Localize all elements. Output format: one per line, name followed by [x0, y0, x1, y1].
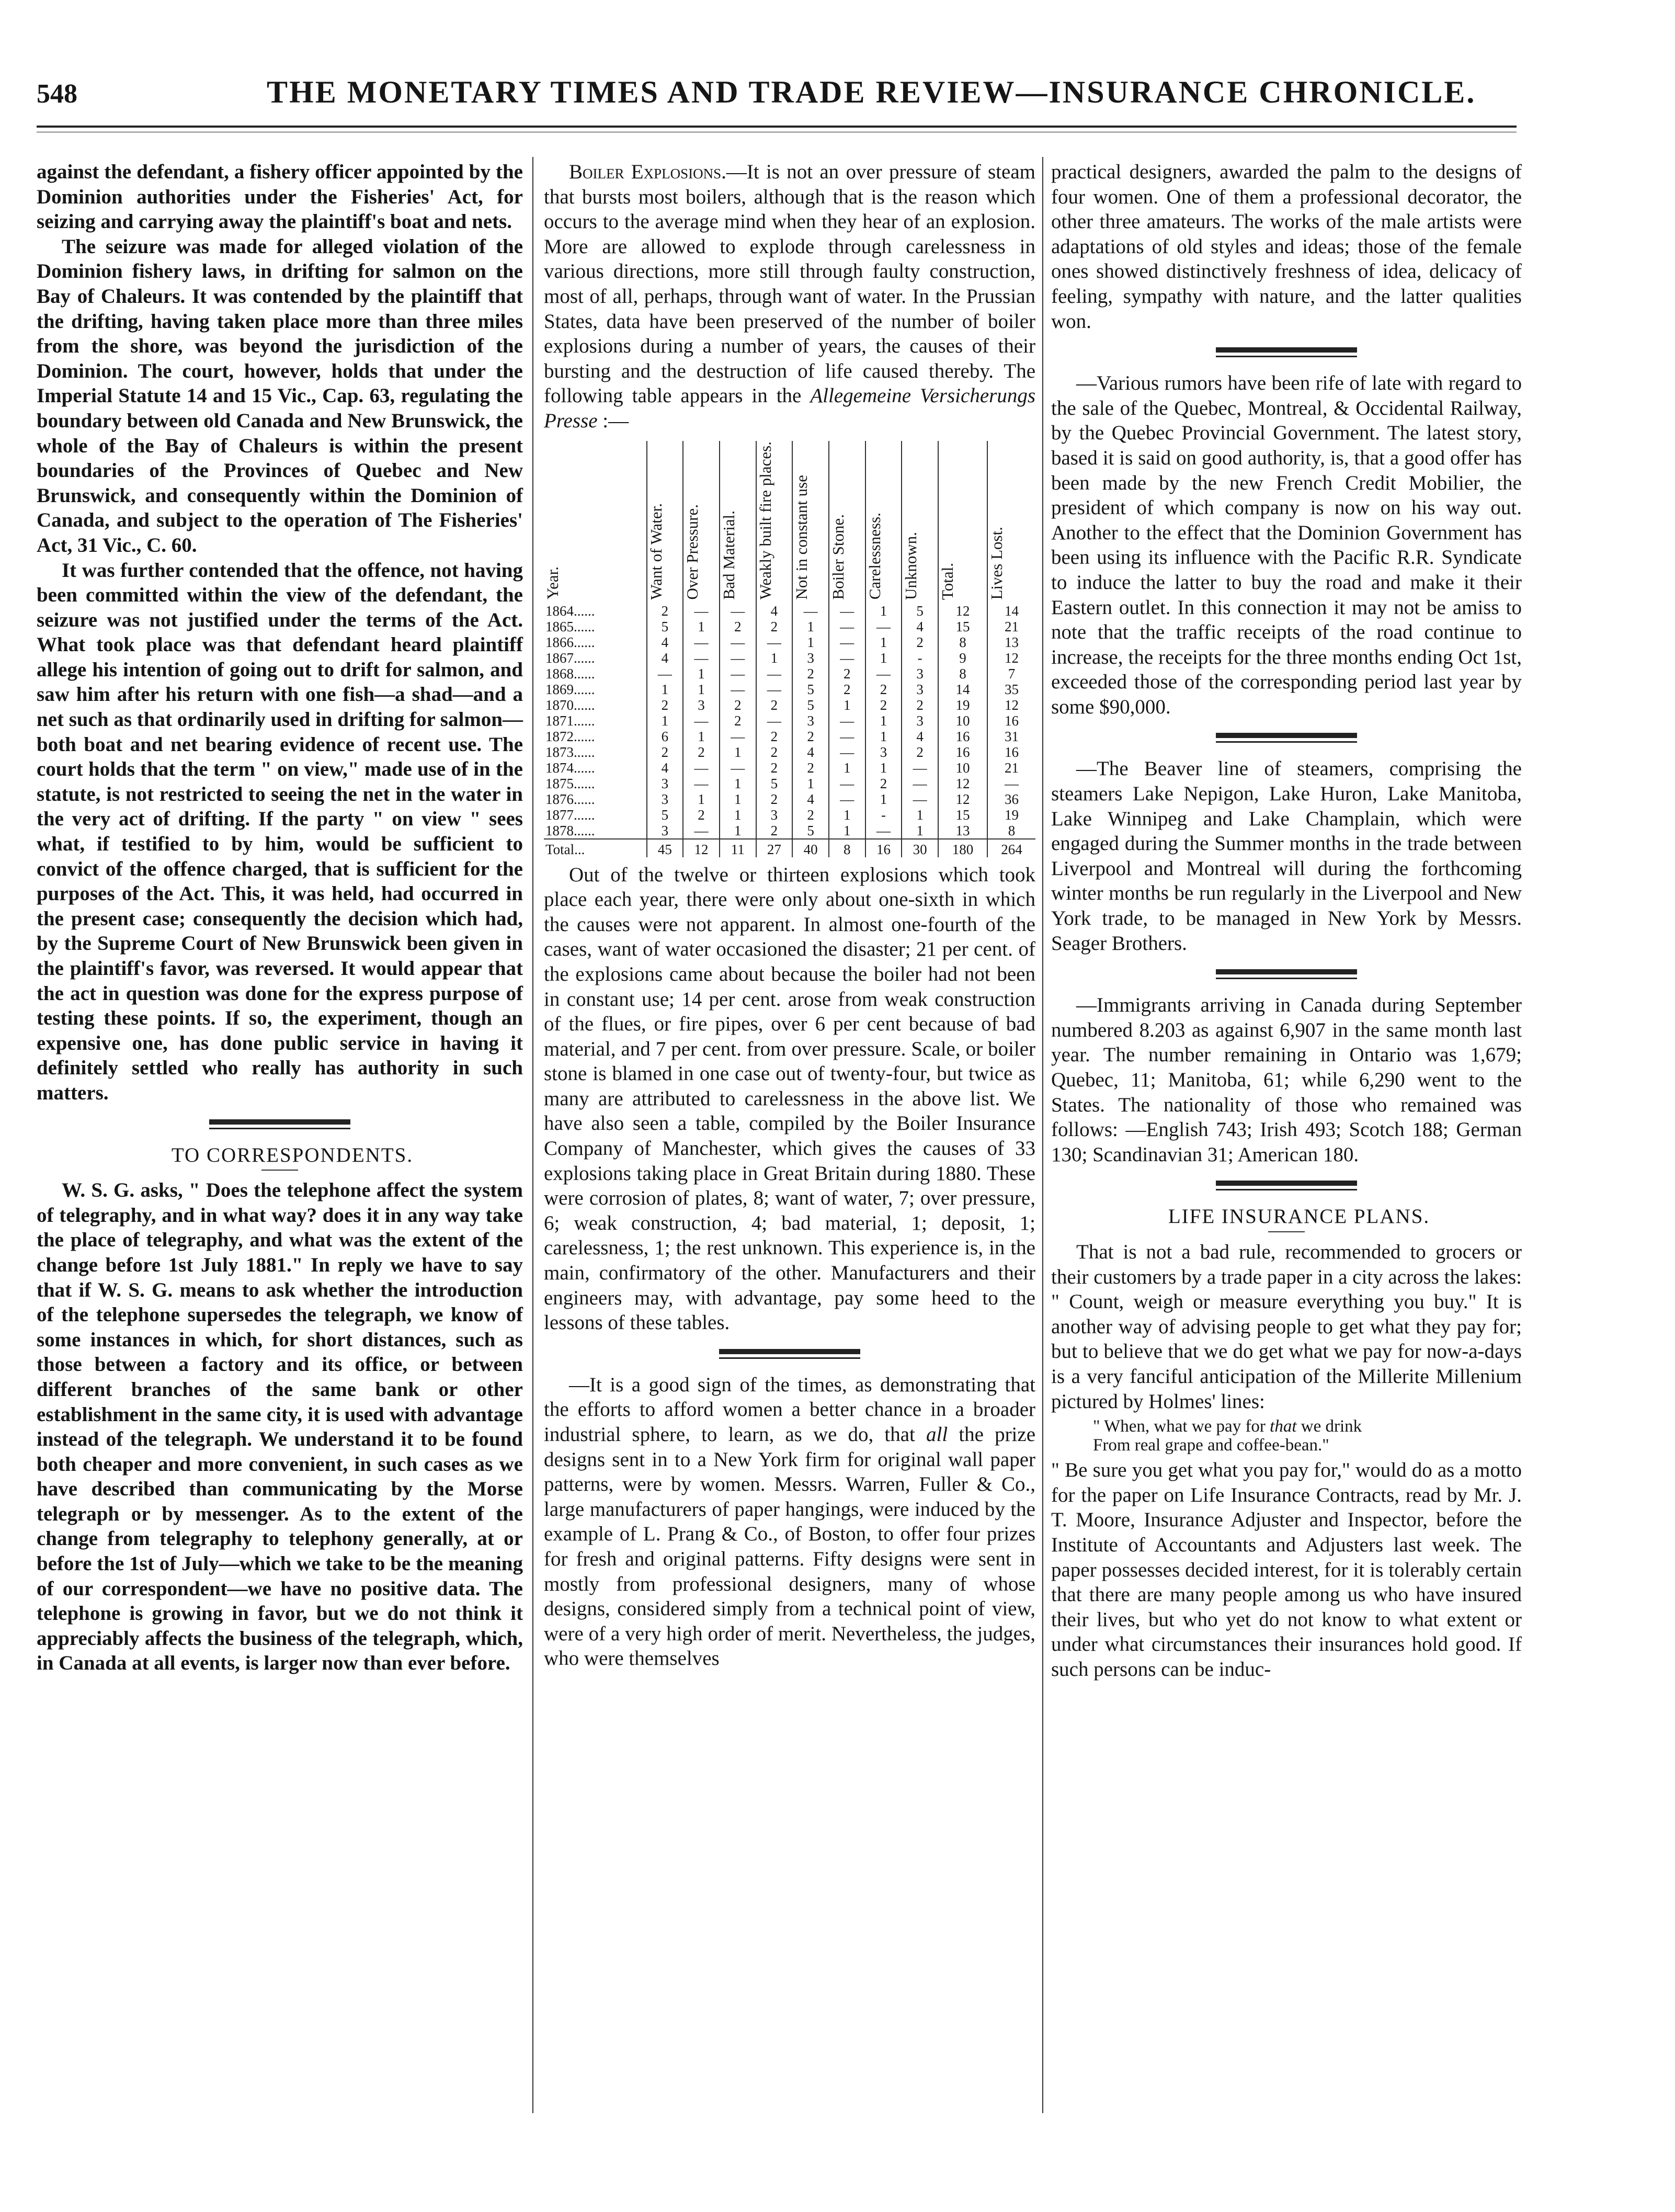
article-text: the prize designs sent in to a New York firm for original wall paper patterns, were by women. Messrs. Warren, Fuller & Co., large manufacturers of paper hangings, were induced by the example of L. Prang & Co., of Boston, to offer four prizes for fresh and original patterns. Fifty designs were sent in mostly from professional designers, many of whose designs, considered simply from a technical point of view, were of a very high order of merit. Nevertheless, the judges, who were themselves [544, 1423, 1036, 1670]
column-header-label: Lives Lost. [987, 527, 1006, 600]
table-row [544, 682, 1035, 697]
article-text: —It is a good sign of the times, as demonstrating that the efforts to afford women a better chance in a broader industrial sphere, to learn, as we do, that [544, 1373, 1035, 1446]
table-cell: 1 [865, 650, 902, 666]
table-row [544, 634, 1035, 650]
table-cell: 2 [720, 619, 756, 634]
quote-text: we drink [1301, 1417, 1362, 1436]
table-cell: 2 [829, 682, 865, 697]
table-cell: 2 [683, 807, 720, 823]
table-cell: 1 [792, 776, 829, 791]
table-cell: 12 [938, 791, 987, 807]
table-cell: — [1004, 775, 1019, 791]
column-2 [544, 160, 1035, 1671]
article-paragraph: practical designers, awarded the palm to the designs of four women. One of them a professional decorator, the other three amateurs. The works of the male artists were adaptations of old styles and ideas; those of the female ones showed distinctively freshness of idea, delicacy of feeling, sympathy with nature, and the latter qualities won. [1051, 161, 1522, 333]
table-header-row [544, 441, 1035, 603]
table-cell: — [829, 729, 865, 744]
table-cell: 1871...... [544, 713, 647, 729]
column-header-label: Total. [938, 562, 957, 600]
table-cell: 8 [938, 666, 987, 682]
table-cell: 9 [938, 650, 987, 666]
table-cell: — [829, 650, 865, 666]
table-cell: — [720, 729, 756, 744]
table-cell: 3 [902, 666, 938, 682]
page-number: 548 [37, 79, 77, 109]
column-header-label: Unknown. [902, 531, 920, 600]
table-cell: — [756, 634, 793, 650]
table-cell: 1864...... [544, 603, 647, 619]
table-cell: 12 [938, 603, 987, 619]
table-cell: 1 [683, 666, 720, 682]
table-cell: 1876...... [544, 791, 647, 807]
table-cell: 12 [938, 776, 987, 791]
table-column-header [902, 441, 938, 603]
table-cell: 4 [647, 634, 683, 650]
article-text: —It is not an over pressure of steam that bursts most boilers, although that is the reason which occurs to the average mind when they hear of an explosion. More are allowed to explode through carelessness in various directions, more still through faulty construction, most of all, perhaps, through want of water. In the Prussian States, data have been preserved of the number of boiler explosions during a number of years, the causes of their bursting and the destruction of life caused thereby. The following table appears in the [544, 161, 1035, 407]
column-1 [37, 160, 523, 1676]
table-cell: 1872...... [544, 729, 647, 744]
table-cell: — [902, 776, 938, 791]
table-cell: — [829, 744, 865, 760]
table-cell: — [720, 666, 756, 682]
table-cell: 1 [902, 807, 938, 823]
table-cell: 1 [902, 823, 938, 839]
table-row [544, 791, 1035, 807]
article-paragraph: Out of the twelve or thirteen explosions which took place each year, there were only about one-sixth in which the causes were not apparent. In almost one-fourth of the cases, want of water occasioned the disaster; 21 per cent. of the explosions came about because the boiler had not been in constant use; 14 per cent. arose from weak construction of the flues, or fire pipes, over 6 per cent because of bad material, and 7 per cent. from over pressure. Scale, or boiler stone is blamed in one case out of twenty-four, but twice as many are attributed to carelessness in the above list. We have also seen a table, compiled by the Boiler Insurance Company of Manchester, which gives the causes of 33 explosions taking place in Great Britain during 1880. These were corrosion of plates, 8; want of water, 7; over pressure, 6; weak construction, 4; bad material, 1; deposit, 1; carelessness, 1; the rest unknown. This experience is, in the main, confirmatory of the other. Manufacturers and their engineers may, with advantage, pay some heed to the lessons of these tables. [544, 863, 1035, 1334]
table-cell: 13 [1004, 634, 1019, 650]
source-title: Allegemeine Versicherungs Presse [544, 384, 1035, 432]
table-cell: — [720, 682, 756, 697]
table-cell: — [829, 619, 865, 634]
table-cell: 1878...... [544, 823, 647, 839]
table-cell: 4 [792, 744, 829, 760]
table-cell: 40 [792, 839, 829, 857]
table-cell: 1 [720, 791, 756, 807]
column-header-label: Boiler Stone. [828, 514, 847, 600]
table-cell: 5 [647, 619, 683, 634]
table-cell: 5 [792, 823, 829, 839]
table-cell: — [720, 650, 756, 666]
table-cell: 2 [865, 682, 902, 697]
article-paragraph [544, 1372, 1035, 1671]
table-cell: 16 [1004, 712, 1019, 729]
table-cell: — [683, 603, 720, 619]
quoted-verse [1093, 1417, 1522, 1455]
table-cell: 1 [683, 729, 720, 744]
heading-rule [1268, 1231, 1305, 1232]
table-cell: 2 [647, 603, 683, 619]
table-row [544, 744, 1035, 760]
column-3 [1051, 160, 1522, 1682]
table-cell: 12 [683, 839, 720, 857]
table-cell: 2 [902, 744, 938, 760]
table-cell: 1 [865, 634, 902, 650]
table-cell: 1865...... [544, 619, 647, 634]
table-cell: 14 [938, 682, 987, 697]
table-cell: 1 [792, 634, 829, 650]
section-separator [1216, 347, 1357, 357]
table-cell: 35 [1004, 681, 1019, 697]
table-cell: 16 [938, 729, 987, 744]
table-cell: 1 [683, 682, 720, 697]
article-paragraph: against the defendant, a fishery officer appointed by the Dominion authorities under the Fisheries' Act, for seizing and carrying away the plaintiff's boat and nets. [37, 161, 523, 233]
article-paragraph: —Various rumors have been rife of late with regard to the sale of the Quebec, Montreal, & Occidental Railway, by the Quebec Provincial Government. The latest story, based it is said on good authority, is, that a good offer has been made by the new French Credit Mobilier, the president of which company is now on his way out. Another to the effect that the Dominion Government has been using its influence with the Pacific R.R. Syndicate to induce the latter to buy the road and make it their Eastern outlet. In this connection it may not be amiss to note that the traffic receipts of the road continue to increase, the receipts for the three months ending Oct 1st, exceeded those of the corresponding period last year by some $90,000. [1051, 372, 1522, 718]
article-text: :— [602, 409, 629, 432]
table-cell: 2 [756, 760, 793, 776]
emphasis-text: that [1270, 1417, 1297, 1436]
table-column-header [987, 441, 1035, 603]
quote-line: From real grape and coffee-bean." [1093, 1436, 1329, 1455]
table-cell: — [683, 634, 720, 650]
table-row [544, 603, 1035, 619]
table-cell: 5 [902, 603, 938, 619]
column-divider [1042, 157, 1043, 2113]
heading-rule [261, 1170, 298, 1171]
article-paragraph: It was further contended that the offence, not having been committed within the view of the defendant, the seizure was not justified under the terms of the Act. What took place was that defendant heard plaintiff allege his intention of going out to drift for salmon, and saw him after his return with one fish—a shad—and a net such as that ordinarily used in drifting for salmon—both boat and net bearing evidence of recent use. The court holds that the term " on view," made use of in the statute, is not restricted to seeing the net in the water in the very act of drifting. If the party " on view " sees what, if testified to by him, would be sufficient to convict of the offence charged, that is sufficient for the purposes of the Act. This, it was held, had occurred in the present case; consequently the decision which had, by the Supreme Court of New Brunswick been given in the plaintiff's favor, was reversed. It would appear that the act in question was done for the express purpose of testing these points. If so, the experiment, though an expensive one, has done public service in having it definitely settled who really has authority in such matters. [37, 559, 523, 1104]
column-header-label: Bad Material. [719, 511, 738, 600]
table-cell: 1 [720, 744, 756, 760]
column-header-label: Want of Water. [646, 503, 665, 600]
table-row [544, 823, 1035, 839]
table-cell: — [720, 760, 756, 776]
table-cell: 16 [1004, 744, 1019, 760]
table-cell: 6 [647, 729, 683, 744]
table-cell: — [829, 634, 865, 650]
table-cell: 2 [792, 760, 829, 776]
table-cell: 11 [720, 839, 756, 857]
table-cell: — [720, 603, 756, 619]
column-header-label: Over Pressure. [683, 504, 702, 600]
table-cell: 1 [720, 776, 756, 791]
table-cell: 1877...... [544, 807, 647, 823]
table-cell: 19 [938, 697, 987, 713]
table-cell: — [792, 603, 829, 619]
table-cell: 5 [792, 682, 829, 697]
table-cell: - [865, 807, 902, 823]
table-cell: 3 [756, 807, 793, 823]
boiler-explosions-table [544, 441, 1035, 857]
article-paragraph: " Be sure you get what you pay for," would do as a motto for the paper on Life Insurance Contracts, read by Mr. J. T. Moore, Insurance Adjuster and Inspector, before the Institute of Accountants and Adjusters last week. The paper possesses decided interest, for it is tolerably certain that there are many people among us who have insured their lives, but who yet do not know to what extent or under what circumstances their insurances hold good. If such persons can be induc- [1051, 1459, 1522, 1681]
table-cell: 10 [938, 760, 987, 776]
column-divider [532, 157, 533, 2113]
table-cell: 2 [865, 776, 902, 791]
column-header-label: Not in constant use [792, 475, 811, 600]
emphasis-text: all [926, 1423, 948, 1446]
table-cell: — [720, 634, 756, 650]
table-cell: 4 [792, 791, 829, 807]
table-row [544, 760, 1035, 776]
table-cell: 21 [1004, 759, 1019, 776]
table-cell: 19 [1004, 807, 1019, 823]
table-cell: 1875...... [544, 776, 647, 791]
table-cell: — [865, 619, 902, 634]
table-row [544, 619, 1035, 634]
table-cell: 8 [1008, 822, 1016, 838]
table-column-header [792, 441, 829, 603]
table-row [544, 713, 1035, 729]
table-row [544, 697, 1035, 713]
table-cell: 2 [756, 744, 793, 760]
table-cell: 1 [683, 619, 720, 634]
article-paragraph [544, 160, 1035, 434]
table-cell: 1870...... [544, 697, 647, 713]
table-cell: 1 [865, 760, 902, 776]
table-cell: 1 [756, 650, 793, 666]
table-cell: — [865, 666, 902, 682]
page-header [37, 68, 1517, 131]
table-row [544, 807, 1035, 823]
table-cell: — [829, 713, 865, 729]
table-cell: 1 [792, 619, 829, 634]
table-cell: 264 [987, 839, 1035, 857]
table-cell: 3 [902, 713, 938, 729]
table-cell: 1 [647, 682, 683, 697]
table-cell: 15 [938, 619, 987, 634]
section-separator [1216, 969, 1357, 979]
table-cell: 1 [865, 713, 902, 729]
table-cell: 4 [902, 729, 938, 744]
article-paragraph: —Immigrants arriving in Canada during September numbered 8.203 as against 6,907 in the same month last year. The number remaining in Ontario was 1,679; Quebec, 11; Manitoba, 61; while 6,290 went to the States. The nationality of those who remained was follows: —English 743; Irish 493; Scotch 188; German 130; Scandinavian 31; American 180. [1051, 994, 1522, 1166]
table-cell: 27 [756, 839, 793, 857]
table-cell: 2 [902, 634, 938, 650]
table-cell: 2 [756, 697, 793, 713]
table-cell: 7 [1008, 665, 1016, 682]
table-cell: 21 [1004, 618, 1019, 634]
table-cell: Total... [544, 839, 647, 857]
table-cell: 10 [938, 713, 987, 729]
table-row [544, 666, 1035, 682]
table-column-header [647, 441, 683, 603]
table-cell: 2 [756, 823, 793, 839]
table-cell: 1873...... [544, 744, 647, 760]
section-separator [209, 1119, 350, 1129]
section-separator [719, 1349, 860, 1359]
table-cell: — [902, 760, 938, 776]
table-cell: 1866...... [544, 634, 647, 650]
table-cell: 3 [902, 682, 938, 697]
table-cell: 1 [829, 823, 865, 839]
table-cell: 1869...... [544, 682, 647, 697]
table-cell: 1 [865, 729, 902, 744]
table-cell: 1 [720, 807, 756, 823]
table-cell: 1868...... [544, 666, 647, 682]
table-column-header [720, 441, 756, 603]
table-cell: 1 [683, 791, 720, 807]
table-cell: 8 [938, 634, 987, 650]
table-cell: — [683, 823, 720, 839]
table-total-row [544, 839, 1035, 857]
table-cell: 3 [647, 791, 683, 807]
table-cell: 4 [647, 760, 683, 776]
table-cell: — [683, 776, 720, 791]
table-cell: 2 [865, 697, 902, 713]
table-cell: — [756, 713, 793, 729]
table-column-header [756, 441, 793, 603]
table-cell: 2 [720, 713, 756, 729]
quote-line [1093, 1417, 1522, 1436]
column-header-label: Year. [543, 566, 562, 600]
article-paragraph: —The Beaver line of steamers, comprising the steamers Lake Nepigon, Lake Huron, Lake Manitoba, Lake Winnipeg and Lake Champlain, which were engaged during the Summer months in the trade between Liverpool and Montreal will during the forthcoming winter months be run regularly in the Liverpool and New York trade, to be managed in New York by Messrs. Seager Brothers. [1051, 757, 1522, 955]
article-lead: Boiler Explosions. [569, 161, 726, 183]
table-row [544, 776, 1035, 791]
table-cell: 12 [1004, 650, 1019, 666]
table-cell: 5 [647, 807, 683, 823]
table-cell: 1874...... [544, 760, 647, 776]
table-cell: 3 [683, 697, 720, 713]
table-cell: 36 [1004, 791, 1019, 807]
table-cell: 2 [647, 697, 683, 713]
table-cell: 1 [829, 697, 865, 713]
section-heading: TO CORRESPONDENTS. [171, 1143, 414, 1166]
table-cell: 31 [1004, 728, 1019, 744]
table-column-header [938, 441, 987, 603]
table-cell: 2 [792, 729, 829, 744]
table-cell: 1 [647, 713, 683, 729]
table-cell: — [902, 791, 938, 807]
table-cell: 1 [829, 807, 865, 823]
table-cell: — [683, 760, 720, 776]
table-cell: 16 [865, 839, 902, 857]
table-row [544, 729, 1035, 744]
masthead-title: THE MONETARY TIMES AND TRADE REVIEW—INSURANCE CHRONICLE. [267, 75, 1476, 109]
table-cell: 5 [792, 697, 829, 713]
table-row [544, 650, 1035, 666]
section-separator [1216, 1181, 1357, 1190]
quote-text: " When, what we pay for [1093, 1417, 1266, 1436]
table-cell: 4 [647, 650, 683, 666]
table-cell: — [865, 823, 902, 839]
table-cell: 3 [647, 823, 683, 839]
table-cell: — [829, 603, 865, 619]
table-cell: — [756, 666, 793, 682]
table-cell: 2 [756, 619, 793, 634]
table-cell: — [683, 713, 720, 729]
table-cell: 8 [829, 839, 865, 857]
table-cell: 1 [829, 760, 865, 776]
table-cell: 2 [720, 697, 756, 713]
table-column-header [865, 441, 902, 603]
table-cell: 5 [756, 776, 793, 791]
table-cell: 1 [865, 791, 902, 807]
column-header-label: Weakly built fire places. [756, 441, 774, 600]
table-cell: 15 [938, 807, 987, 823]
header-rule [37, 126, 1517, 132]
table-cell: 1867...... [544, 650, 647, 666]
table-cell: — [829, 791, 865, 807]
table-column-header [544, 441, 647, 603]
table-cell: 2 [756, 729, 793, 744]
table-cell: 12 [1004, 697, 1019, 713]
table-cell: 14 [1004, 603, 1019, 619]
table-cell: 3 [792, 650, 829, 666]
table-cell: 45 [647, 839, 683, 857]
article-paragraph: W. S. G. asks, " Does the telephone affect the system of telegraphy, and in what way? does it in any way take the place of telegraphy, and what was the extent of the change before 1st July 1881." In reply we have to say that if W. S. G. means to ask whether the introduction of the telephone supersedes the telegraph, we know of some instances in which, for short distances, such as those between a factory and its office, or between different branches of the same bank or other establishment in the same city, it is used with advantage instead of the telegraph. We understand it to be found both cheaper and more convenient, in such cases as we have described than communicating by the Morse telegraph or by messenger. As to the extent of the change from telegraphy to telephony generally, at or before the 1st of July—which we take to be the meaning of our correspondent—we have no positive data. The telephone is growing in favor, but we do not think it appreciably affects the business of the telegraph, which, in Canada at all events, is larger now than ever before. [37, 1179, 523, 1675]
table-cell: 2 [756, 791, 793, 807]
table-cell: 16 [938, 744, 987, 760]
table-cell: 2 [683, 744, 720, 760]
table-cell: — [647, 666, 683, 682]
table-cell: 2 [647, 744, 683, 760]
table-cell: 3 [865, 744, 902, 760]
table-cell: 2 [902, 697, 938, 713]
table-cell: 2 [829, 666, 865, 682]
table-cell: 13 [938, 823, 987, 839]
table-cell: 3 [792, 713, 829, 729]
table-cell: — [683, 650, 720, 666]
table-cell: — [829, 776, 865, 791]
table-cell: 3 [647, 776, 683, 791]
table-cell: 4 [756, 603, 793, 619]
table-cell: 4 [902, 619, 938, 634]
section-separator [1216, 733, 1357, 743]
table-cell: 30 [902, 839, 938, 857]
table-cell: 1 [865, 603, 902, 619]
table-cell: 2 [792, 807, 829, 823]
article-paragraph: That is not a bad rule, recommended to grocers or their customers by a trade paper in a city across the lakes: " Count, weigh or measure everything you buy." It is another way of advising people to get what they pay for; but to believe that we do get what we pay for now-a-days is a very fanciful anticipation of the Millerite Millenium pictured by Holmes' lines: [1051, 1240, 1522, 1413]
table-cell: 2 [792, 666, 829, 682]
article-paragraph: The seizure was made for alleged violation of the Dominion fishery laws, in drifting for salmon on the Bay of Chaleurs. It was contended by the plaintiff that the drifting, having taken place more than three miles from the shore, was beyond the jurisdiction of the Dominion. The court, however, holds that under the Imperial Statute 14 and 15 Vic., Cap. 63, regulating the boundary between old Canada and New Brunswick, the whole of the Bay of Chaleurs is within the present boundaries of the Provinces of Quebec and New Brunswick, and consequently within the Dominion of Canada, and subject to the operation of The Fisheries' Act, 31 Vic., C. 60. [37, 235, 523, 557]
table-cell: - [902, 650, 938, 666]
table-column-header [683, 441, 720, 603]
section-heading: LIFE INSURANCE PLANS. [1168, 1205, 1430, 1228]
table-column-header [829, 441, 865, 603]
table-cell: 180 [938, 839, 987, 857]
column-header-label: Carelessness. [865, 513, 884, 600]
table-cell: 1 [720, 823, 756, 839]
table-cell: — [756, 682, 793, 697]
